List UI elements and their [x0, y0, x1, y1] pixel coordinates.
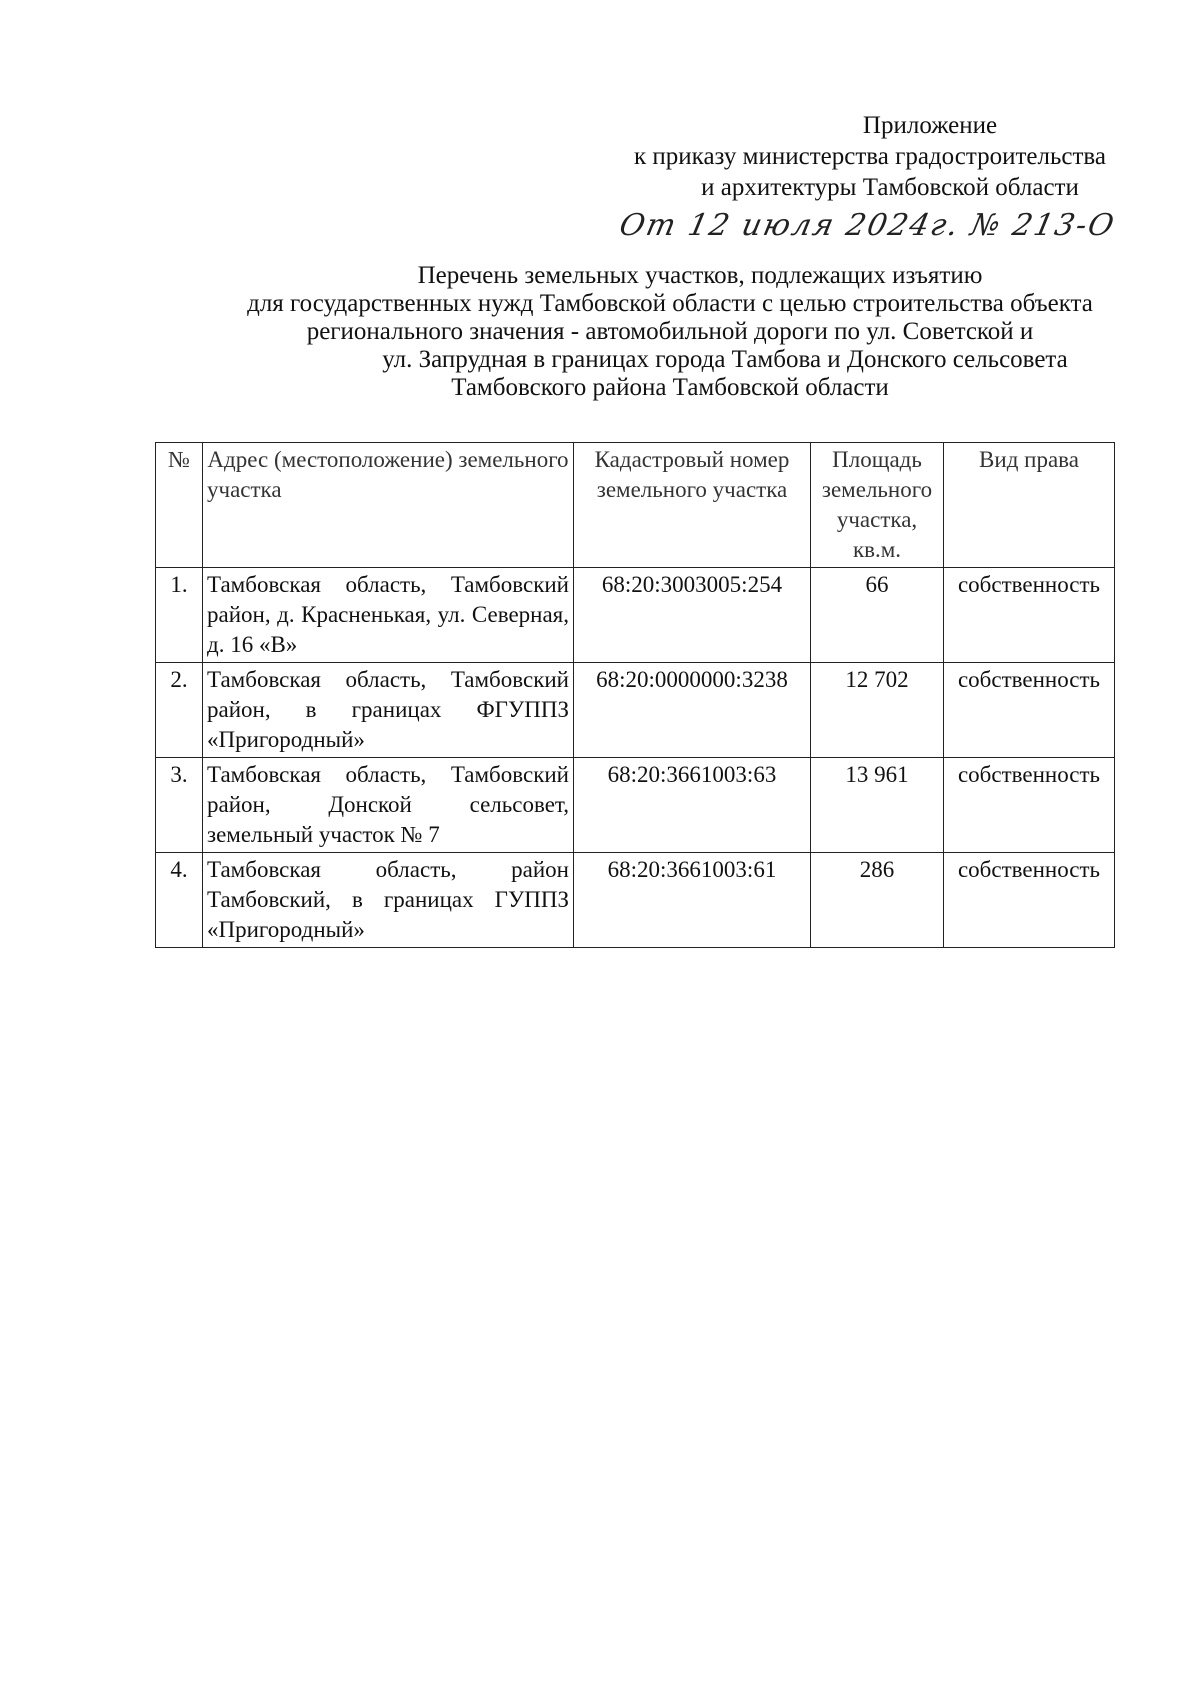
row-cadastral: 68:20:3003005:254 [574, 568, 811, 663]
document-title [160, 262, 1180, 402]
row-num: 4. [156, 853, 203, 948]
title-line-2: для государственных нужд Тамбовской области с целью строительства объекта [247, 290, 1093, 317]
row-area: 13 961 [811, 758, 944, 853]
title-line-1: Перечень земельных участков, подлежащих изъятию [417, 262, 983, 289]
row-address: Тамбовская область, Тамбовский район, д. Красненькая, ул. Северная, д. 16 «В» [203, 568, 574, 663]
header-right-type: Вид права [944, 443, 1115, 568]
row-address: Тамбовская область, район Тамбовский, в границах ГУППЗ «Пригородный» [203, 853, 574, 948]
table-row [156, 663, 1115, 758]
table-header-row [156, 443, 1115, 568]
appendix-block [560, 110, 1180, 203]
table-row [156, 758, 1115, 853]
header-num: № [156, 443, 203, 568]
row-area: 12 702 [811, 663, 944, 758]
title-line-3: регионального значения - автомобильной дороги по ул. Советской и [306, 318, 1034, 345]
row-area: 66 [811, 568, 944, 663]
appendix-ministry-line: и архитектуры Тамбовской области [701, 174, 1079, 201]
land-parcels-table [155, 442, 1115, 948]
title-line-4: ул. Запрудная в границах города Тамбова и Донского сельсовета [382, 346, 1068, 373]
table-row [156, 568, 1115, 663]
appendix-order-line: к приказу министерства градостроительства [634, 143, 1106, 170]
row-cadastral: 68:20:3661003:63 [574, 758, 811, 853]
row-right-type: собственность [944, 663, 1115, 758]
row-area: 286 [811, 853, 944, 948]
title-line-5: Тамбовского района Тамбовской области [451, 374, 889, 401]
row-num: 1. [156, 568, 203, 663]
table-row [156, 853, 1115, 948]
header-area: Площадь земельного участка, кв.м. [811, 443, 944, 568]
row-num: 2. [156, 663, 203, 758]
row-right-type: собственность [944, 568, 1115, 663]
row-right-type: собственность [944, 758, 1115, 853]
row-address: Тамбовская область, Тамбовский район, в границах ФГУППЗ «Пригородный» [203, 663, 574, 758]
handwritten-date-number: От 12 июля 2024г. № 213-О [616, 208, 1119, 243]
header-address: Адрес (местоположение) земельного участка [203, 443, 574, 568]
row-address: Тамбовская область, Тамбовский район, Донской сельсовет, земельный участок № 7 [203, 758, 574, 853]
row-right-type: собственность [944, 853, 1115, 948]
row-cadastral: 68:20:3661003:61 [574, 853, 811, 948]
header-cadastral: Кадастровый номер земельного участка [574, 443, 811, 568]
appendix-title: Приложение [862, 112, 998, 139]
row-num: 3. [156, 758, 203, 853]
row-cadastral: 68:20:0000000:3238 [574, 663, 811, 758]
